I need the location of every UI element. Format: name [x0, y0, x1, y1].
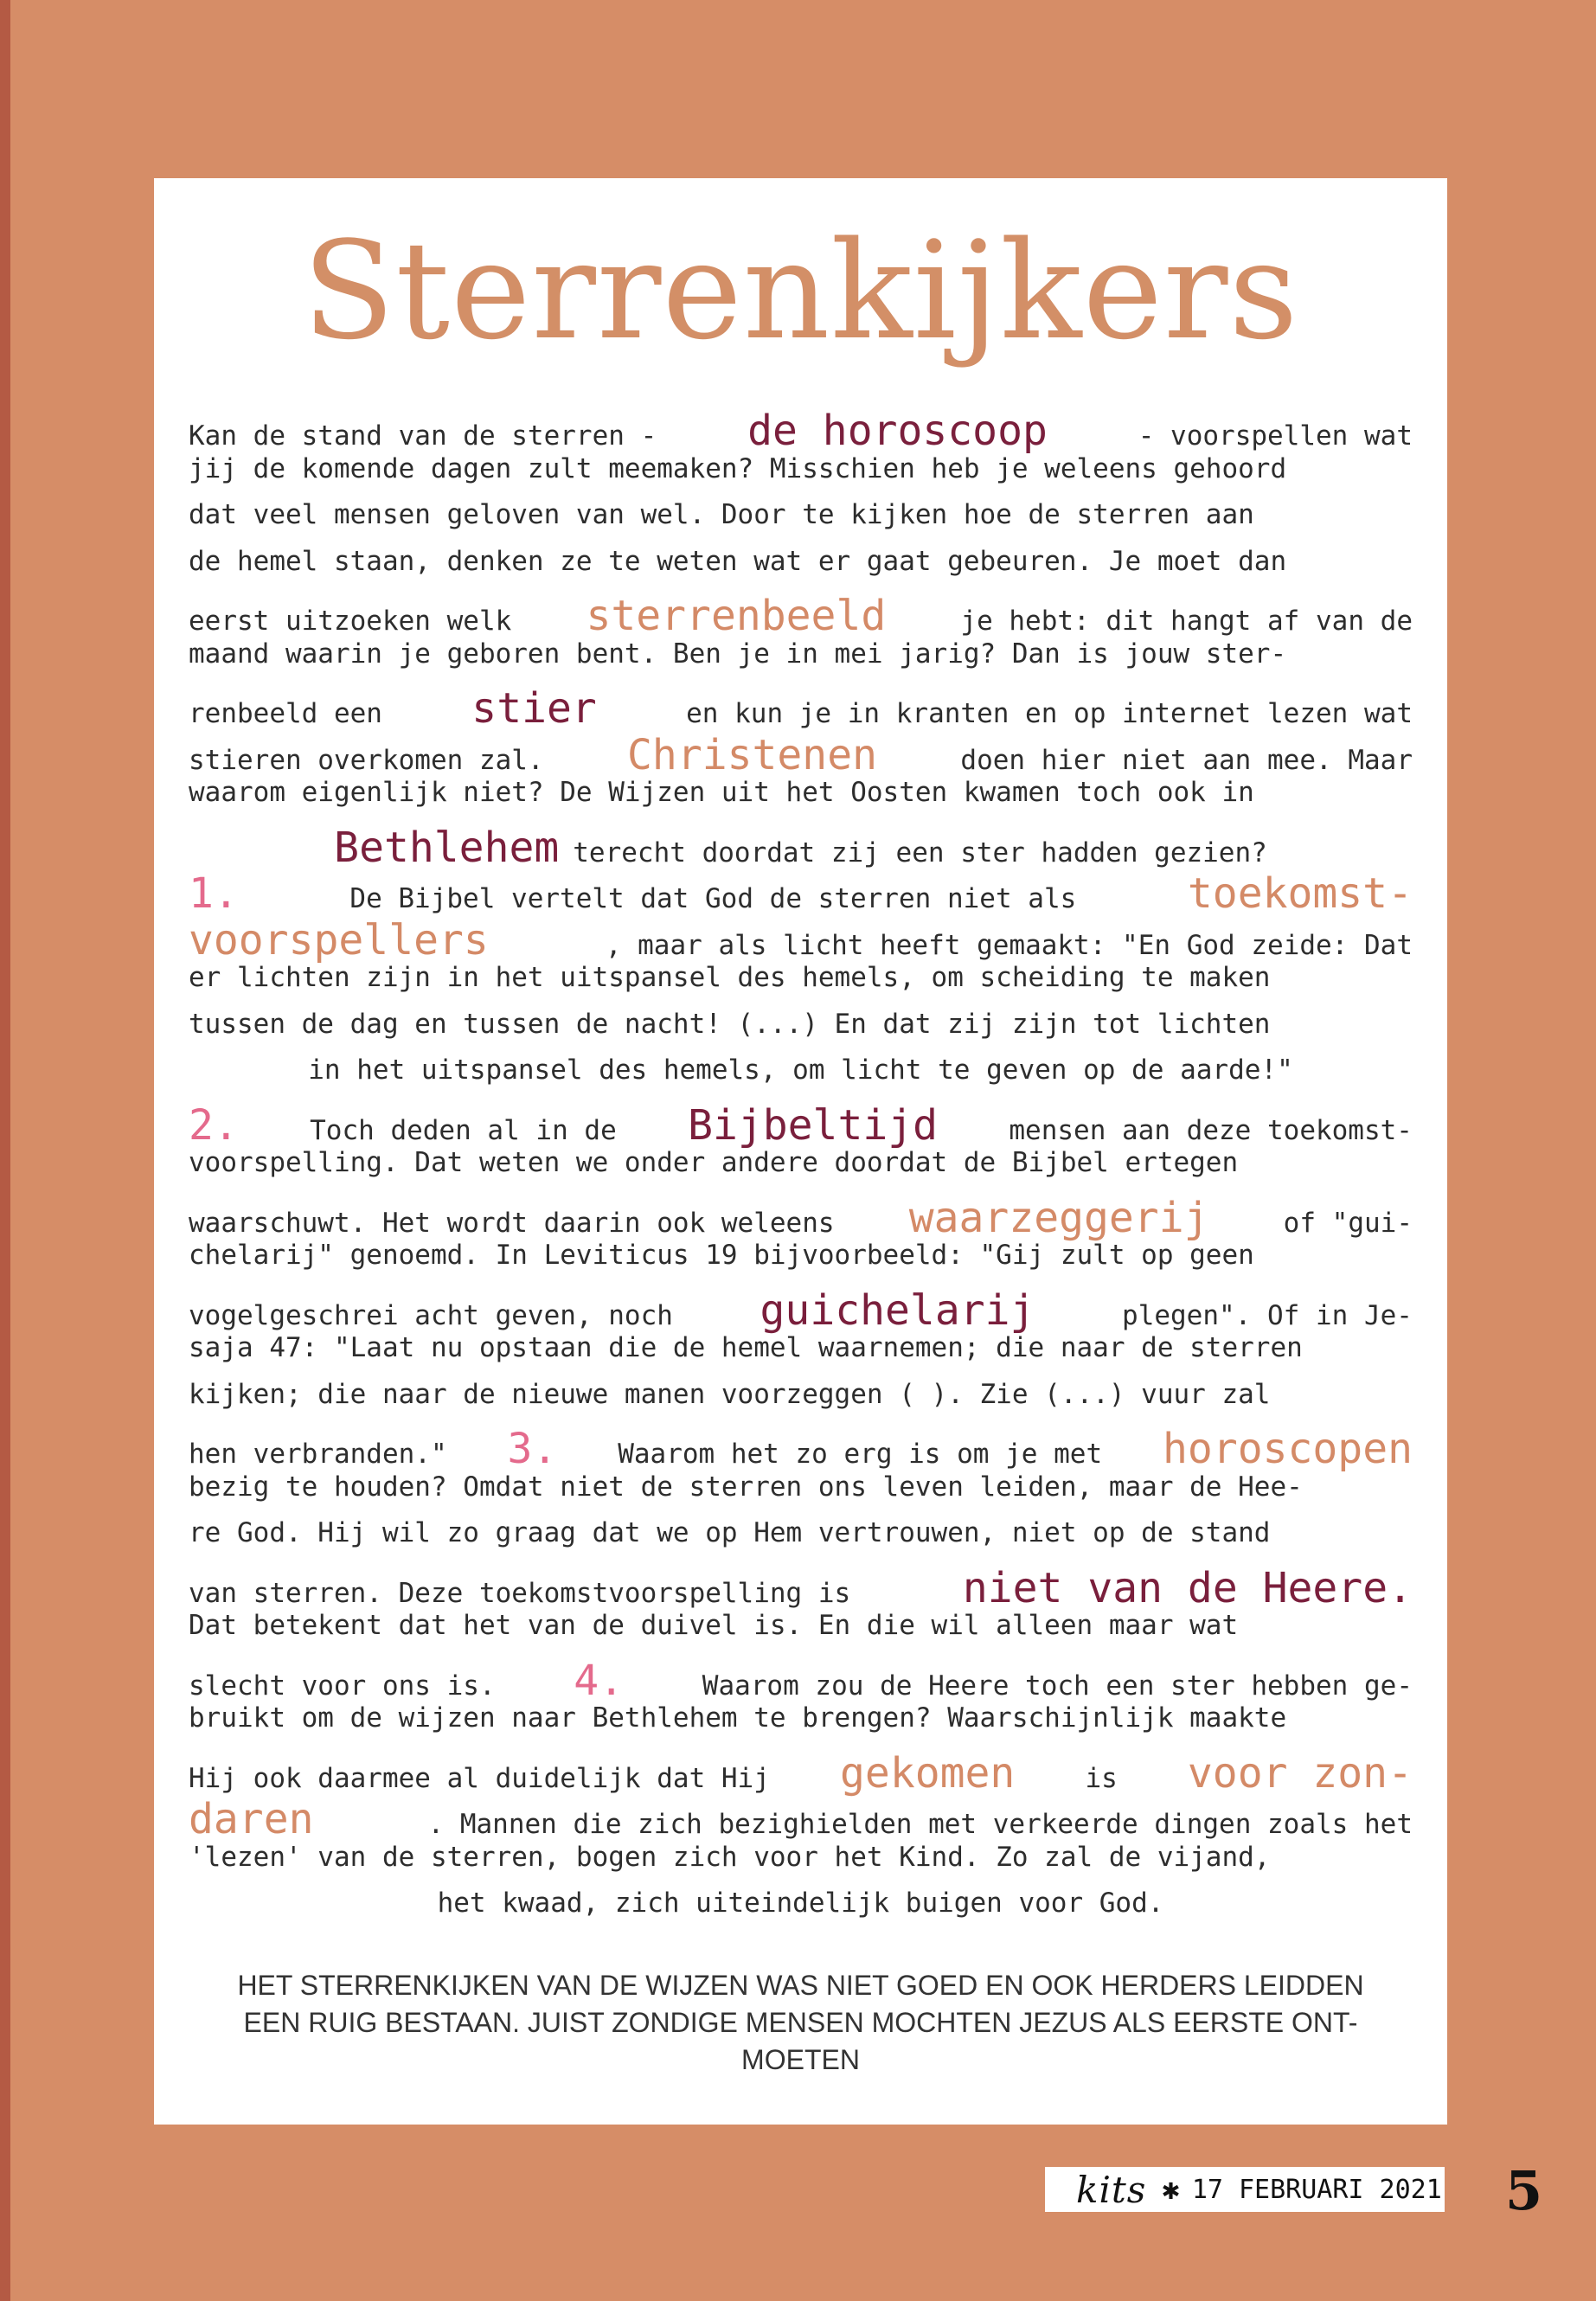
body-text: de hemel staan, denken ze te weten wat er gaat gebeuren. Je moet dan — [189, 546, 1287, 577]
issue-date: 17 FEBRUARI 2021 — [1191, 2174, 1442, 2205]
highlight-word: sterrenbeeld — [586, 592, 887, 640]
body-text: Kan de stand van de sterren - — [189, 420, 657, 452]
body-text: terecht doordat zij een ster hadden gezien? — [573, 837, 1267, 868]
body-text: je hebt: dit hangt af van de — [960, 606, 1413, 637]
body-text: Waarom het zo erg is om je met — [618, 1439, 1103, 1470]
body-text: chelarij" genoemd. In Leviticus 19 bijvoorbeeld: "Gij zult op geen — [189, 1240, 1254, 1271]
body-text: is — [1085, 1763, 1118, 1794]
body-text: doen hier niet aan mee. Maar — [960, 745, 1413, 776]
body-line — [189, 1564, 1413, 1611]
highlight-word: Bethlehem — [334, 824, 560, 872]
body-line — [189, 1054, 1413, 1101]
body-text: eerst uitzoeken welk — [189, 606, 512, 637]
body-text: 'lezen' van de sterren, bogen zich voor het Kind. Zo zal de vijand, — [189, 1842, 1271, 1873]
body-text: Dat betekent dat het van de duivel is. En die wil alleen maar wat — [189, 1610, 1239, 1641]
body-line — [189, 731, 1413, 778]
body-line — [189, 1194, 1413, 1240]
body-text: De Bijbel vertelt dat God de sterren niet als — [349, 883, 1077, 914]
body-text: re God. Hij wil zo graag dat we op Hem vertrouwen, niet op de stand — [189, 1517, 1271, 1548]
body-text: saja 47: "Laat nu opstaan die de hemel waarnemen; die naar de sterren — [189, 1332, 1303, 1363]
body-text: maand waarin je geboren bent. Ben je in mei jarig? Dan is jouw ster- — [189, 638, 1287, 670]
body-line — [189, 592, 1413, 638]
highlight-word: 3. — [507, 1425, 558, 1473]
caption-line: HET STERRENKIJKEN VAN DE WIJZEN WAS NIET GOED EN OOK HERDERS LEIDDEN — [237, 1970, 1364, 2001]
highlight-word: daren — [189, 1795, 314, 1843]
highlight-word: Bijbeltijd — [688, 1101, 939, 1150]
body-text: waarschuwt. Het wordt daarin ook weleens — [189, 1208, 835, 1239]
body-text: voorspelling. Dat weten we onder andere doordat de Bijbel ertegen — [189, 1147, 1239, 1178]
highlight-word: 1. — [189, 869, 239, 918]
body-line — [189, 1749, 1413, 1796]
body-line — [189, 1842, 1413, 1888]
highlight-word: 4. — [574, 1657, 625, 1705]
body-line — [189, 453, 1413, 500]
caption-line: EEN RUIG BESTAAN. JUIST ZONDIGE MENSEN MOCHTEN JEZUS ALS EERSTE ONT- — [243, 2007, 1358, 2038]
body-text: renbeeld een — [189, 698, 382, 729]
body-text: in het uitspansel des hemels, om licht te geven op de aarde!" — [308, 1054, 1293, 1086]
body-line — [189, 1240, 1413, 1286]
body-text: , maar als licht heeft gemaakt: "En God zeide: Dat — [605, 930, 1413, 961]
page-edge-strip — [0, 0, 10, 2301]
body-text: - voorspellen wat — [1138, 420, 1413, 452]
body-text: vogelgeschrei acht geven, noch — [189, 1300, 673, 1331]
asterisk-icon: ✱ — [1162, 2172, 1180, 2207]
footer-badge — [1045, 2167, 1445, 2212]
caption-line: MOETEN — [741, 2044, 860, 2075]
body-text: plegen". Of in Je- — [1122, 1300, 1413, 1331]
highlight-word: stier — [471, 684, 597, 733]
highlight-word: toekomst- — [1187, 869, 1413, 918]
body-line — [189, 684, 1413, 731]
body-line — [189, 1379, 1413, 1426]
body-text: van sterren. Deze toekomstvoorspelling is — [189, 1578, 851, 1609]
body-line — [189, 1517, 1413, 1564]
body-text: jij de komende dagen zult meemaken? Misschien heb je weleens gehoord — [189, 453, 1287, 484]
body-line — [189, 1610, 1413, 1657]
body-text: mensen aan deze toekomst- — [1009, 1115, 1413, 1146]
body-text: kijken; die naar de nieuwe manen voorzeggen ( ). Zie (...) vuur zal — [189, 1379, 1271, 1410]
highlight-word: voorspellers — [189, 916, 489, 965]
body-line — [189, 916, 1413, 963]
highlight-word: niet van de Heere. — [962, 1564, 1413, 1612]
body-line — [189, 499, 1413, 546]
body-text: en kun je in kranten en op internet lezen wat — [686, 698, 1413, 729]
body-line — [189, 407, 1413, 453]
body-line — [189, 824, 1413, 870]
body-text: er lichten zijn in het uitspansel des hemels, om scheiding te maken — [189, 962, 1271, 993]
body-line — [189, 869, 1413, 916]
body-text: slecht voor ons is. — [189, 1670, 496, 1702]
highlight-word: guichelarij — [760, 1286, 1035, 1335]
page-number: 5 — [1505, 2159, 1543, 2222]
body-text: het kwaad, zich uiteindelijk buigen voor God. — [437, 1888, 1164, 1919]
body-line — [189, 1471, 1413, 1518]
highlight-word: horoscopen — [1163, 1425, 1413, 1473]
article-title: Sterrenkijkers — [302, 212, 1299, 369]
body-text: tussen de dag en tussen de nacht! (...) En dat zij zijn tot lichten — [189, 1009, 1271, 1040]
highlight-word: voor zon- — [1187, 1749, 1413, 1798]
body-text: Waarom zou de Heere toch een ster hebben ge- — [702, 1670, 1413, 1702]
highlight-word: 2. — [189, 1101, 239, 1150]
body-text: Toch deden al in de — [310, 1115, 617, 1146]
body-line — [189, 1286, 1413, 1333]
body-text: dat veel mensen geloven van wel. Door te kijken hoe de sterren aan — [189, 499, 1254, 530]
body-line — [189, 638, 1413, 685]
body-line — [189, 962, 1413, 1009]
body-line — [189, 1425, 1413, 1471]
article-panel — [154, 178, 1447, 2125]
body-line — [189, 1888, 1413, 1934]
body-text: . Mannen die zich bezighielden met verkeerde dingen zoals het — [427, 1809, 1413, 1840]
body-text: stieren overkomen zal. — [189, 745, 544, 776]
body-line — [189, 546, 1413, 593]
body-text: bruikt om de wijzen naar Bethlehem te brengen? Waarschijnlijk maakte — [189, 1702, 1287, 1734]
body-line — [189, 1657, 1413, 1703]
body-text: Hij ook daarmee al duidelijk dat Hij — [189, 1763, 770, 1794]
body-text: bezig te houden? Omdat niet de sterren ons leven leiden, maar de Hee- — [189, 1471, 1303, 1503]
body-line — [189, 1147, 1413, 1194]
body-line — [189, 1009, 1413, 1055]
highlight-word: de horoscoop — [747, 407, 1048, 455]
body-line — [189, 1795, 1413, 1842]
body-line — [189, 1332, 1413, 1379]
highlight-word: Christenen — [627, 731, 877, 779]
kits-logo: kits — [1076, 2168, 1147, 2211]
body-text: waarom eigenlijk niet? De Wijzen uit het Oosten kwamen toch ook in — [189, 777, 1254, 808]
body-line — [189, 1702, 1413, 1749]
body-text: hen verbranden." — [189, 1439, 447, 1470]
highlight-word: gekomen — [840, 1749, 1016, 1798]
body-text: of "gui- — [1283, 1208, 1413, 1239]
body-line — [189, 777, 1413, 824]
body-line — [189, 1101, 1413, 1148]
highlight-word: waarzeggerij — [908, 1194, 1209, 1242]
